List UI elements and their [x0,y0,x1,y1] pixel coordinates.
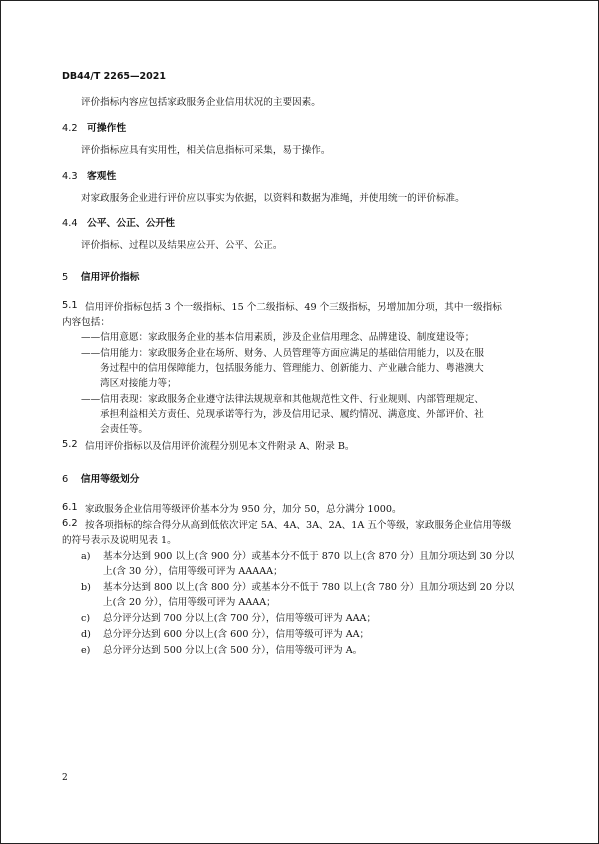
paragraph-5-1-line-1: 信用评价指标包括 3 个一级指标、15 个二级指标、49 个三级指标，另增加加分项，其中一级指标 [85,302,502,313]
heading-number: 4.3 [62,171,78,182]
heading-number: 5 [62,272,69,283]
paragraph-4-4: 评价指标、过程以及结果应公开、公平、公正。 [81,240,283,251]
list-item-a-line-1: 基本分达到 900 以上(含 900 分）或基本分不低于 870 以上(含 870 分）且加分项达到 30 分以 [103,551,515,562]
clause-number: 6.2 [62,518,78,529]
dash-item-ability-line-3: 湾区对接能力等； [100,378,177,389]
heading-4-4 [62,215,175,229]
list-item-a-marker: a) [81,551,91,562]
dash-item-performance-line-1: ——信用表现：家政服务企业遵守法律法规规章和其他规范性文件、行业规则、内部管理规定、 [81,394,484,405]
heading-title: 信用等级划分 [80,474,140,485]
heading-title: 信用评价指标 [80,272,140,283]
paragraph-4-3: 对家政服务企业进行评价应以事实为依据，以资料和数据为准绳，并使用统一的评价标准。 [81,193,465,204]
heading-number: 6 [62,474,69,485]
list-item-c-marker: c) [81,613,91,624]
heading-5 [62,269,139,283]
list-item-d-line-1: 总分评分达到 600 分以上(含 600 分），信用等级可评为 AA； [103,629,370,640]
dash-item-performance-line-2: 承担利益相关方责任、兑现承诺等行为，涉及信用记录、履约情况、满意度、外部评价、社 [100,409,484,420]
heading-6 [62,471,139,485]
dash-item-ability-line-2: 务过程中的信用保障能力，包括服务能力、管理能力、创新能力、产业融合能力、粤港澳大 [100,363,484,374]
list-item-c-line-1: 总分评分达到 700 分以上(含 700 分），信用等级可评为 AAA； [103,613,377,624]
dash-item-ability-line-1: ——信用能力：家政服务企业在场所、财务、人员管理等方面应满足的基础信用能力，以及在服 [81,348,484,359]
heading-title: 公平、公正、公开性 [86,218,176,229]
paragraph-4-1-tail: 评价指标内容应包括家政服务企业信用状况的主要因素。 [81,97,321,108]
clause-number-6-1 [62,502,78,513]
clause-number: 5.1 [62,300,78,311]
list-item-b-line-1: 基本分达到 800 以上(含 800 分）或基本分不低于 780 以上(含 780 分）且加分项达到 20 分以 [103,582,515,593]
heading-title: 客观性 [86,171,117,182]
paragraph-6-2-line-2: 的符号表示及说明见表 1。 [62,535,177,546]
heading-number: 4.2 [62,123,78,134]
clause-number: 5.2 [62,439,78,450]
document-code: DB44/T 2265—2021 [62,71,166,82]
list-item-e-marker: e) [81,645,91,656]
clause-number-5-1 [62,300,78,311]
list-item-b-marker: b) [81,582,91,593]
heading-4-2 [62,120,126,134]
heading-4-3 [62,168,116,182]
clause-number-6-2 [62,518,78,529]
page-number: 2 [62,773,68,783]
list-item-e-line-1: 总分评分达到 500 分以上(含 500 分），信用等级可评为 A。 [103,645,363,656]
paragraph-5-2: 信用评价指标以及信用评价流程分别见本文件附录 A、附录 B。 [85,441,355,452]
heading-number: 4.4 [62,218,78,229]
clause-number: 6.1 [62,502,78,513]
list-item-d-marker: d) [81,629,91,640]
dash-item-performance-line-3: 会责任等。 [100,424,148,435]
dash-item-intent: ——信用意愿：家政服务企业的基本信用素质，涉及企业信用理念、品牌建设、制度建设等； [81,332,475,343]
paragraph-4-2: 评价指标应具有实用性，相关信息指标可采集，易于操作。 [81,145,331,156]
clause-number-5-2 [62,439,78,450]
list-item-b-line-2: 上(含 20 分），信用等级可评为 AAAA； [103,597,276,608]
heading-title: 可操作性 [86,123,127,134]
paragraph-6-2-line-1: 按各项指标的综合得分从高到低依次评定 5A、4A、3A、2A、1A 五个等级，家政服务企业信用等级 [85,520,512,531]
paragraph-5-1-line-2: 内容包括： [62,317,110,328]
list-item-a-line-2: 上(含 30 分），信用等级可评为 AAAAA； [103,566,283,577]
paragraph-6-1: 家政服务企业信用等级评价基本分为 950 分，加分 50，总分满分 1000。 [85,504,402,515]
